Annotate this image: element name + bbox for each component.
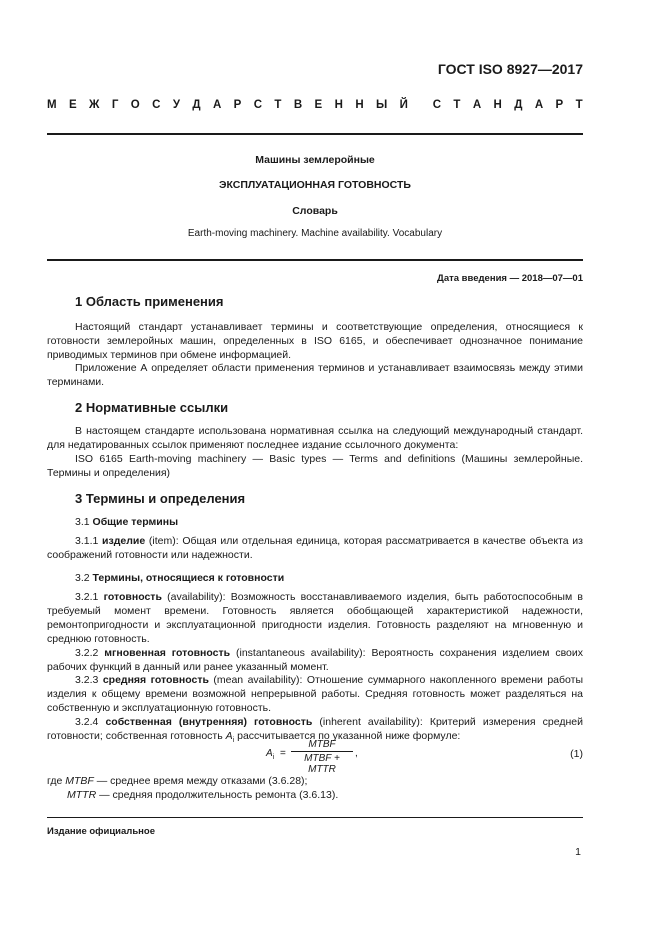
subsection-3-2-label: Термины, относящиеся к готовности xyxy=(92,572,285,584)
where-line-2 xyxy=(67,788,338,802)
banner-letter: Т xyxy=(453,99,461,111)
term-3-2-2-term: мгновенная готовность xyxy=(104,647,231,659)
formula-comma: , xyxy=(355,748,358,759)
banner-letter: Н xyxy=(334,99,343,111)
term-3-2-1 xyxy=(47,590,583,646)
banner-letter: Т xyxy=(575,99,583,111)
term-3-2-3 xyxy=(47,673,583,715)
banner-letter: А xyxy=(212,99,222,111)
section-1-heading: 1 Область применения xyxy=(75,294,224,309)
subsection-3-1 xyxy=(75,516,178,528)
formula-number: (1) xyxy=(570,748,583,760)
term-3-1-1 xyxy=(47,534,583,562)
term-3-1-1-definition: (item): Общая или отдельная единица, которая рассматривается в качестве объекта из соображений готовности или надежности. xyxy=(47,535,583,561)
availability-formula xyxy=(266,739,416,775)
banner-letter: С xyxy=(152,99,161,111)
banner-letter: У xyxy=(172,99,180,111)
section-2-paragraph-2: ISO 6165 Earth-moving machinery — Basic types — Terms and definitions (Машины землеройные. Термины и определения) xyxy=(47,453,583,479)
term-3-2-1-number: 3.2.1 xyxy=(75,591,99,603)
banner-letter: Е xyxy=(68,99,77,111)
banner-letter: Д xyxy=(192,99,201,111)
section-1-paragraph-2: Приложение А определяет области применения терминов и устанавливает взаимосвязь между этими терминами. xyxy=(47,362,583,388)
banner-letter: Г xyxy=(111,99,119,111)
top-rule xyxy=(47,133,583,135)
term-3-2-2 xyxy=(47,646,583,674)
term-3-2-2-number: 3.2.2 xyxy=(75,647,99,659)
banner-letter: Е xyxy=(314,99,323,111)
banner-letter: А xyxy=(472,99,482,111)
term-3-2-1-definition: (availability): Возможность восстанавливаемого изделия, быть работоспособным в требуемый момент времени. Готовность является обобщающей характеристикой надежности, ремонтопригодности и эксплуатационной пригодности изделия. Готовность разделяют на мгновенную и среднюю готовность. xyxy=(47,591,583,645)
title-main: Машины землеройные xyxy=(255,154,375,166)
introduction-date: Дата введения — 2018—07—01 xyxy=(437,273,583,284)
title-rule xyxy=(47,259,583,261)
formula-denominator: MTBF + MTTR xyxy=(304,753,340,775)
standard-number: ГОСТ ISO 8927—2017 xyxy=(437,61,583,77)
banner-letter: С xyxy=(432,99,442,111)
term-3-1-1-number: 3.1.1 xyxy=(75,535,99,547)
term-3-2-3-definition: (mean availability): Отношение суммарного накопленного времени работы изделия к общему времени возможной непрерывной работы. Средняя готовность может разделяться на собственную и эксплуатационную готовность. xyxy=(47,674,583,714)
subsection-3-1-label: Общие термины xyxy=(92,516,179,528)
subsection-3-1-number: 3.1 xyxy=(75,516,90,528)
term-3-2-4-term: собственная (внутренняя) готовность xyxy=(105,716,313,728)
banner-letter: Н xyxy=(355,99,364,111)
subsection-3-2-number: 3.2 xyxy=(75,572,90,584)
banner-letter: А xyxy=(534,99,544,111)
banner-letter: С xyxy=(253,99,263,111)
interstate-standard-banner xyxy=(47,99,583,111)
banner-letter: В xyxy=(293,99,303,111)
section-2-paragraph-1: В настоящем стандарте использована нормативная ссылка на следующий международный стандарт. для недатированных ссылок применяют последнее издание ссылочного документа: xyxy=(47,425,583,451)
term-3-2-1-term: готовность xyxy=(103,591,162,603)
where-mtbf-text: — среднее время между отказами (3.6.28); xyxy=(93,775,308,787)
symbol-a-subscript: i xyxy=(232,737,235,745)
where-mtbf-symbol: MTBF xyxy=(65,775,94,787)
formula-fraction xyxy=(291,739,353,775)
page-number: 1 xyxy=(575,846,581,858)
formula-lhs-subscript: i xyxy=(272,754,275,761)
subsection-3-2 xyxy=(75,572,284,584)
term-3-2-4-number: 3.2.4 xyxy=(75,716,99,728)
section-2-heading: 2 Нормативные ссылки xyxy=(75,400,229,415)
where-mttr-text: — средняя продолжительность ремонта (3.6.13). xyxy=(96,789,339,801)
where-prefix: где xyxy=(47,775,66,787)
formula-equals: = xyxy=(280,748,286,759)
where-mttr-symbol: MTTR xyxy=(67,789,97,801)
where-line-1 xyxy=(47,774,307,788)
term-3-1-1-term: изделие xyxy=(102,535,146,547)
official-edition-label: Издание официальное xyxy=(47,826,155,837)
formula-numerator: MTBF xyxy=(291,739,353,752)
banner-letter: Ж xyxy=(89,99,100,111)
banner-letter: Р xyxy=(233,99,242,111)
footer-rule xyxy=(47,817,583,818)
term-3-2-4-definition-a: (inherent availability): Критерий измерения средней готовности; собственная готовность xyxy=(47,716,583,742)
title-english: Earth-moving machinery. Machine availability. Vocabulary xyxy=(187,228,443,239)
banner-letter: Д xyxy=(514,99,523,111)
formula-lhs-symbol: A xyxy=(266,748,273,759)
section-3-heading: 3 Термины и определения xyxy=(75,491,246,506)
banner-letter: Й xyxy=(399,99,408,111)
title-subject: ЭКСПЛУАТАЦИОННАЯ ГОТОВНОСТЬ xyxy=(219,179,411,191)
formula-lhs xyxy=(266,748,274,761)
banner-letter: Н xyxy=(493,99,502,111)
symbol-a: A xyxy=(225,730,233,742)
term-3-2-3-term: средняя готовность xyxy=(102,674,209,686)
banner-letter: О xyxy=(130,99,140,111)
term-3-2-2-definition: (instantaneous availability): Вероятность сохранения изделием своих рабочих функций в данный или ранее указанный момент. xyxy=(47,647,584,673)
term-3-2-3-number: 3.2.3 xyxy=(75,674,99,686)
banner-letter: М xyxy=(47,99,57,111)
section-1-paragraph-1: Настоящий стандарт устанавливает термины и соответствующие определения, относящиеся к готовности землеройных машин, определенных в ISO 6165, и обеспечивает однозначное понимание приводимых терминов при обмене информацией. xyxy=(47,321,583,361)
title-kind: Словарь xyxy=(292,205,338,217)
banner-letter: Т xyxy=(274,99,282,111)
banner-letter: Ы xyxy=(376,99,388,111)
banner-letter: Р xyxy=(555,99,564,111)
term-3-2-4-definition-b: рассчитывается по указанной ниже формуле: xyxy=(234,730,461,742)
